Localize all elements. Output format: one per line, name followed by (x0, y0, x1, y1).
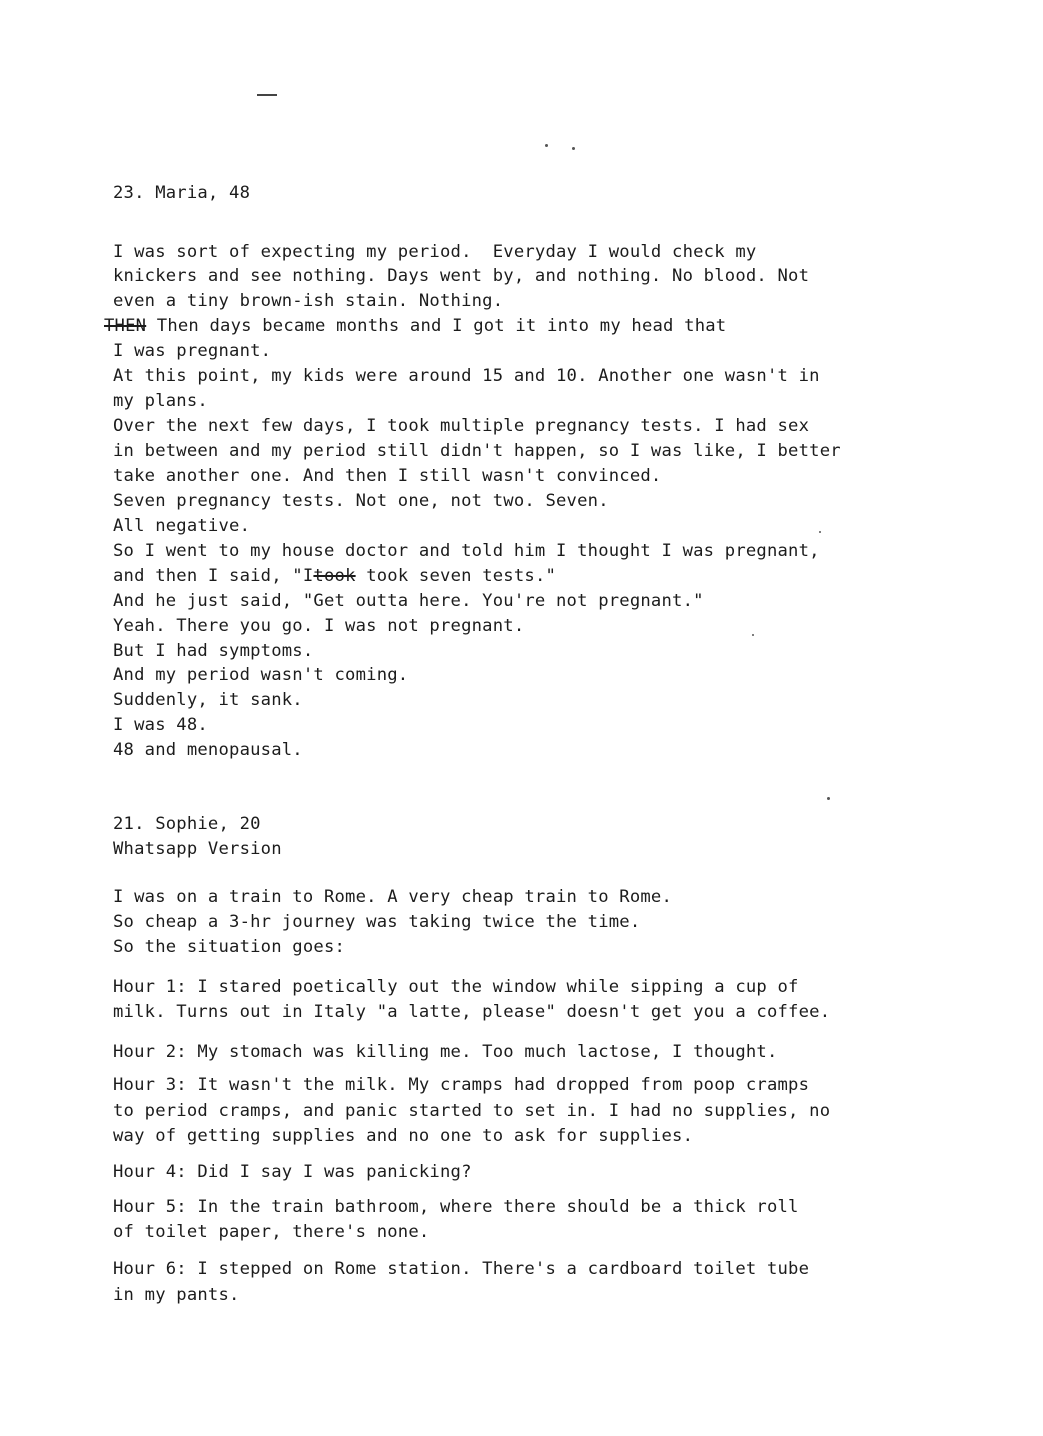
hour-entry-line: milk. Turns out in Italy "a latte, please" doesn't get you a coffee. (113, 1002, 831, 1022)
ink-speck (827, 797, 830, 800)
story-heading: 21. Sophie, 20 (113, 814, 261, 834)
struck-word: took (313, 566, 356, 586)
story-line: take another one. And then I still wasn't convinced. (113, 466, 662, 486)
ink-speck (752, 634, 754, 636)
story-line: I was 48. (113, 715, 208, 735)
hour-entry-line: Hour 4: Did I say I was panicking? (113, 1162, 472, 1182)
story-line: And he just said, "Get outta here. You're not pregnant." (113, 591, 704, 611)
story-line: All negative. (113, 516, 251, 536)
hour-entry-line: Hour 1: I stared poetically out the window while sipping a cup of (113, 977, 799, 997)
story-line: I was on a train to Rome. A very cheap train to Rome. (113, 887, 673, 907)
story-line-correction (104, 316, 726, 336)
hour-entry-line: of toilet paper, there's none. (113, 1222, 430, 1242)
story-line: At this point, my kids were around 15 and 10. Another one wasn't in (113, 366, 820, 386)
ink-speck (545, 144, 548, 147)
story-line: my plans. (113, 391, 208, 411)
story-heading: 23. Maria, 48 (113, 183, 251, 203)
story-subheading: Whatsapp Version (113, 839, 282, 859)
story-line-correction (113, 566, 556, 586)
story-line: So the situation goes: (113, 937, 346, 957)
story-line: So I went to my house doctor and told him I thought I was pregnant, (113, 541, 820, 561)
story-line: Then days became months and I got it into my head that (156, 316, 727, 336)
story-line: even a tiny brown-ish stain. Nothing. (113, 291, 504, 311)
hour-entry-line: way of getting supplies and no one to ask for supplies. (113, 1126, 694, 1146)
story-line: 48 and menopausal. (113, 740, 303, 760)
story-line: took seven tests." (366, 566, 557, 586)
story-line: Over the next few days, I took multiple pregnancy tests. I had sex (113, 416, 810, 436)
stray-dash-mark (257, 94, 277, 96)
story-line: knickers and see nothing. Days went by, and nothing. No blood. Not (113, 266, 810, 286)
ink-speck (572, 147, 575, 150)
story-line: in between and my period still didn't happen, so I was like, I better (113, 441, 841, 461)
hour-entry-line: Hour 5: In the train bathroom, where there should be a thick roll (113, 1197, 799, 1217)
story-line: Seven pregnancy tests. Not one, not two. Seven. (113, 491, 609, 511)
story-line: Suddenly, it sank. (113, 690, 303, 710)
story-line: and then I said, "I (113, 566, 314, 586)
story-line: But I had symptoms. (113, 641, 314, 661)
story-line: So cheap a 3-hr journey was taking twice the time. (113, 912, 641, 932)
hour-entry-line: to period cramps, and panic started to set in. I had no supplies, no (113, 1101, 831, 1121)
story-line: I was sort of expecting my period. Everyday I would check my (113, 242, 757, 262)
hour-entry-line: Hour 2: My stomach was killing me. Too much lactose, I thought. (113, 1042, 778, 1062)
story-line: Yeah. There you go. I was not pregnant. (113, 616, 525, 636)
story-line: And my period wasn't coming. (113, 665, 409, 685)
struck-word: THEN (104, 316, 147, 336)
hour-entry-line: in my pants. (113, 1285, 240, 1305)
ink-speck (819, 531, 821, 533)
hour-entry-line: Hour 6: I stepped on Rome station. There's a cardboard toilet tube (113, 1259, 810, 1279)
story-line: I was pregnant. (113, 341, 272, 361)
hour-entry-line: Hour 3: It wasn't the milk. My cramps had dropped from poop cramps (113, 1075, 810, 1095)
